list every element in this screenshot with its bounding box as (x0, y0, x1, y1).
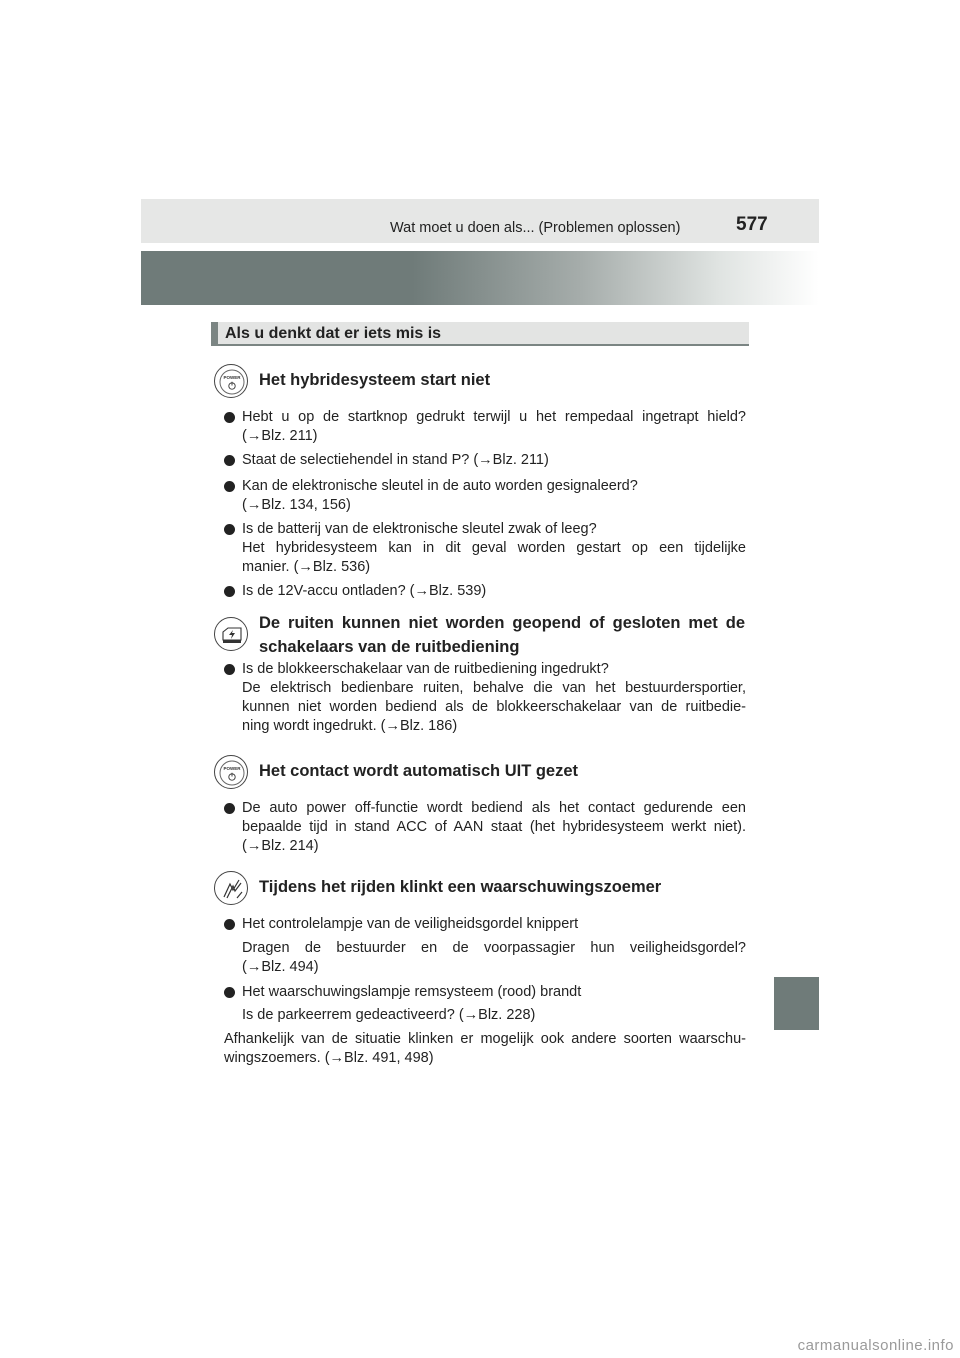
svg-text:POWER: POWER (223, 766, 241, 771)
subheading-warning-buzzer: Tijdens het rijden klinkt een waarschuwingszoemer (259, 878, 662, 896)
bullet-subtext: Dragen de bestuurder en de voorpassagier hun veiligheidsgordel? (→Blz. 494) (242, 940, 746, 975)
subheading-hybrid-start: Het hybridesysteem start niet (259, 371, 491, 389)
subheading-auto-power-off: Het contact wordt automatisch UIT gezet (259, 762, 579, 780)
bullet-icon (224, 919, 235, 930)
bullet-icon (224, 586, 235, 597)
window-switch-icon (214, 617, 248, 651)
power-button-icon (214, 364, 248, 398)
bullet-icon (224, 664, 235, 675)
list-item: Het waarschuwingslampje remsysteem (rood) brandt (224, 983, 746, 1002)
svg-text:POWER: POWER (223, 375, 241, 380)
bullet-icon (224, 524, 235, 535)
section-title: Als u denkt dat er iets mis is (225, 325, 442, 342)
list-item: Kan de elektronische sleutel in de auto worden gesignaleerd? (→Blz. 134, 156) (224, 477, 746, 515)
list-item: Hebt u op de startknop gedrukt terwijl u het rempedaal ingetrapt hield? (→Blz. 211) (224, 408, 746, 446)
chapter-side-tab (774, 977, 819, 1030)
section-header (211, 322, 749, 346)
watermark: carmanualsonline.info (797, 1337, 954, 1354)
list-item: Is de blokkeerschakelaar van de ruitbediening ingedrukt? De elektrisch bedienbare ruiten, behalve die van het bestuurdersportier, kunnen niet worden bediend als de blokkeerschakelaar van de ruitbedie- ning wordt ingedrukt. (→Blz. 186) (224, 660, 746, 736)
chapter-title: Wat moet u doen als... (Problemen oplossen) (390, 220, 681, 236)
bullet-subtext: Is de parkeerrem gedeactiveerd? (→Blz. 228) (242, 1007, 536, 1023)
warning-buzzer-icon (214, 871, 248, 905)
bullet-icon (224, 455, 235, 466)
subheading-window-switch: De ruiten kunnen niet worden geopend of gesloten met de schakelaars van de ruitbediening (259, 614, 745, 656)
list-item: Is de 12V-accu ontladen? (→Blz. 539) (224, 582, 746, 601)
bullet-icon (224, 412, 235, 423)
list-item: Is de batterij van de elektronische sleutel zwak of leeg? Het hybridesysteem kan in dit geval worden gestart op een tijdelijke manier. (→Blz. 536) (224, 520, 746, 577)
list-item: Het controlelampje van de veiligheidsgordel knippert (224, 915, 746, 934)
power-button-icon (214, 755, 248, 789)
bullet-icon (224, 987, 235, 998)
chapter-banner (141, 251, 819, 305)
bullet-icon (224, 803, 235, 814)
footer-note: Afhankelijk van de situatie klinken er mogelijk ook andere soorten waarschu- wingszoemers. (→Blz. 491, 498) (224, 1031, 746, 1066)
list-item: De auto power off-functie wordt bediend als het contact gedurende een bepaalde tijd in stand ACC of AAN staat (het hybridesysteem werkt niet). (→Blz. 214) (224, 799, 746, 856)
list-item: Staat de selectiehendel in stand P? (→Blz. 211) (224, 451, 746, 470)
page-number: 577 (736, 214, 768, 235)
bullet-icon (224, 481, 235, 492)
